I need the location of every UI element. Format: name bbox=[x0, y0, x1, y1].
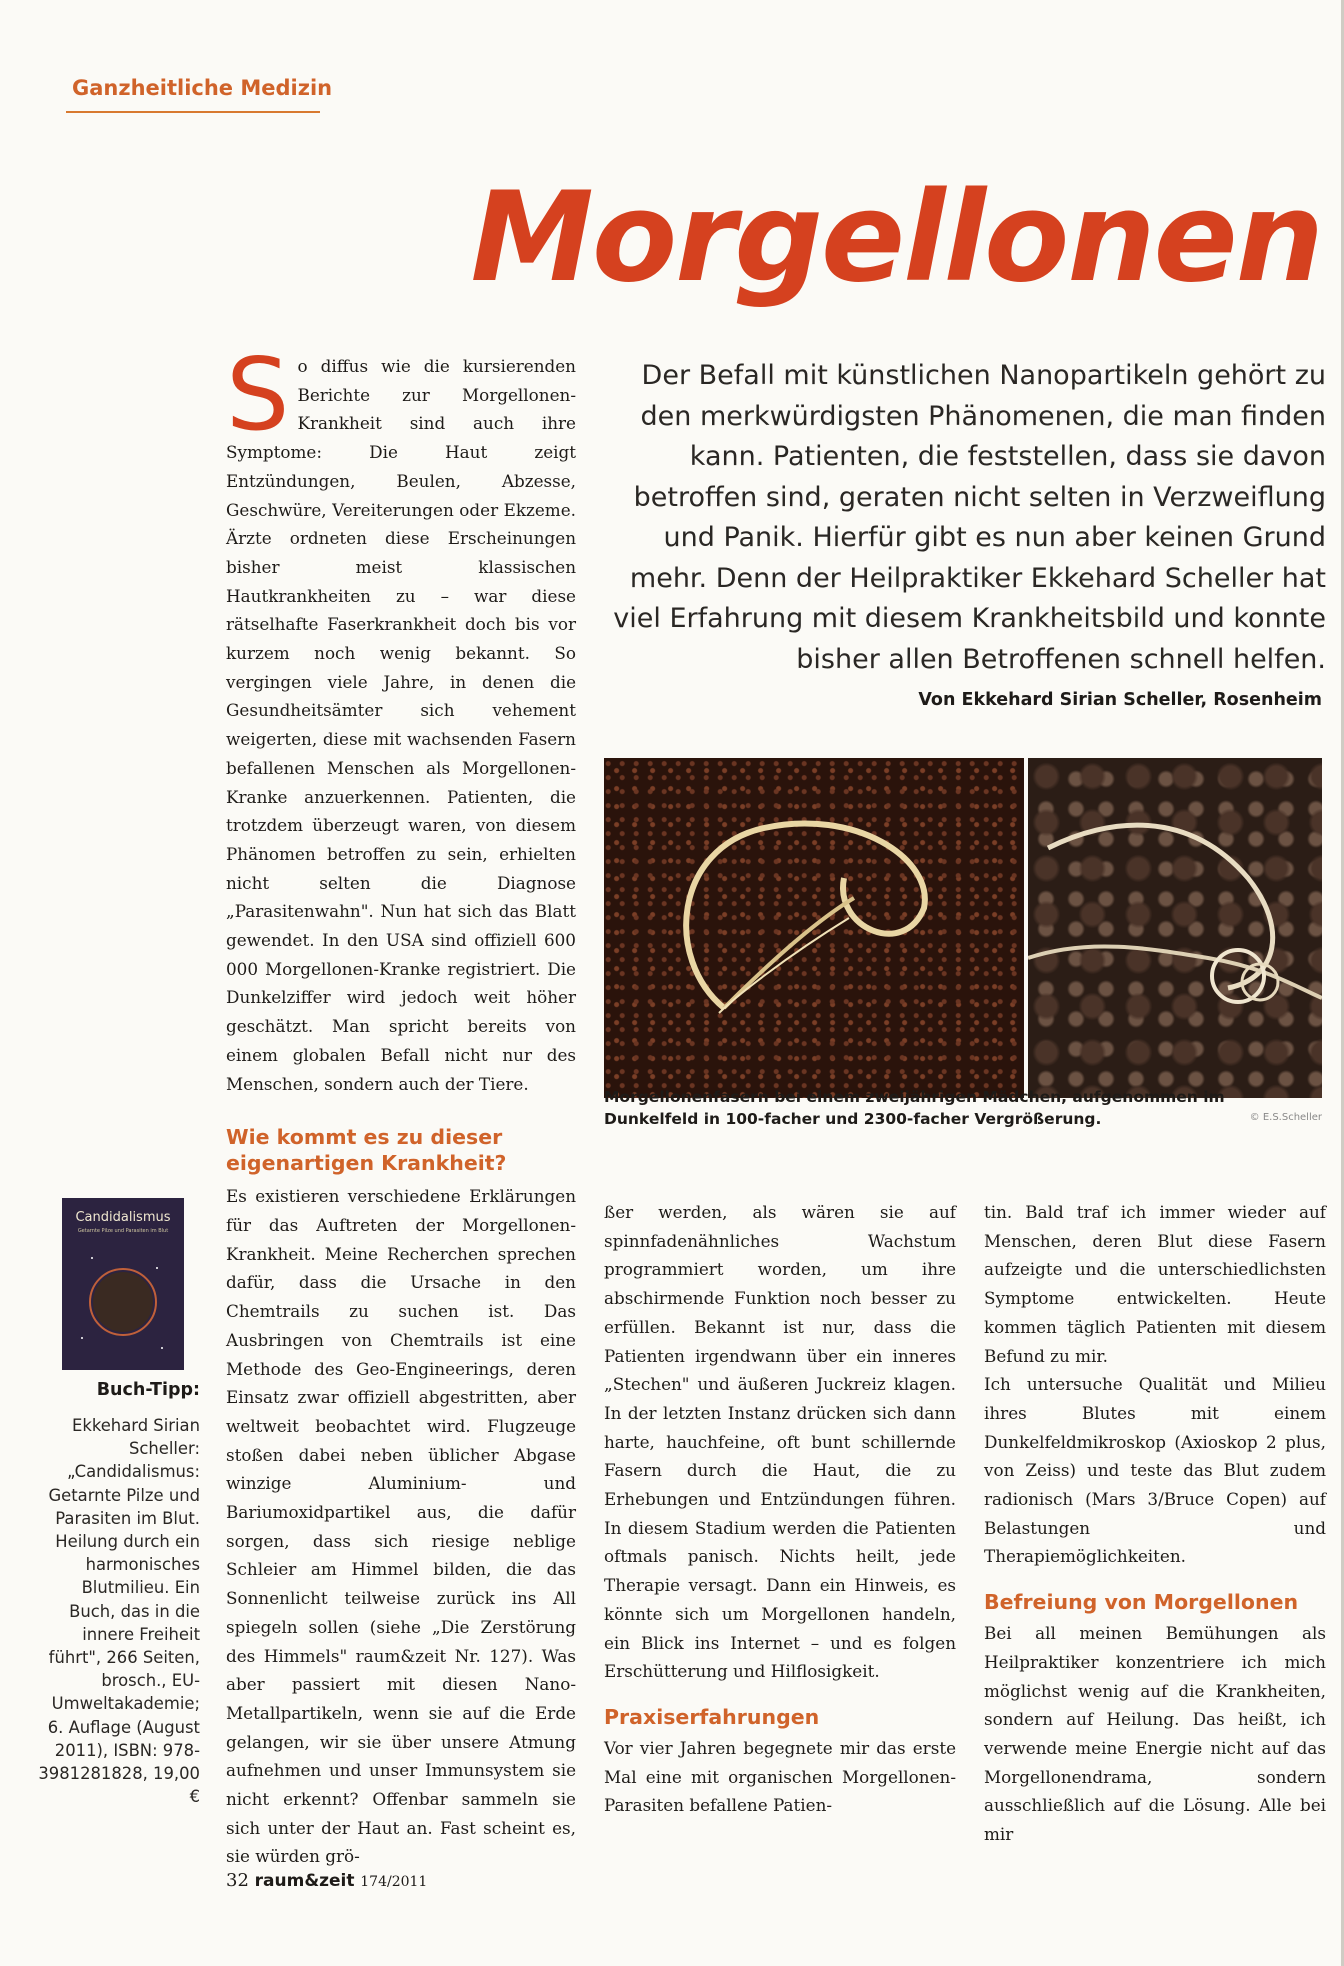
figure-caption bbox=[604, 1086, 1322, 1130]
byline: Von Ekkehard Sirian Scheller, Rosenheim bbox=[918, 690, 1322, 710]
column-1 bbox=[226, 336, 576, 1871]
magazine-brand: raum&zeit bbox=[254, 1871, 355, 1891]
subhead-liberation: Befreiung von Morgellonen bbox=[984, 1590, 1299, 1615]
caption-text: Morgellonenfasern bei einem zweijährigen Mädchen, aufgenommen im Dunkelfeld in 100-facher und 2300-facher Vergrößerung. bbox=[604, 1088, 1225, 1128]
photo-credit: © E.S.Scheller bbox=[1249, 1112, 1322, 1123]
page-footer bbox=[226, 1870, 427, 1891]
fibers-paragraph: ßer werden, als wären sie auf spinnfadenähnliches Wachstum programmiert worden, um ihre abschirmende Funktion noch besser zu erfüllen. Bekannt ist nur, dass die Patienten irgendwann über ein inneres „Stechen" und äußeren Juckreiz klagen. In der letzten Instanz drücken sich dann harte, hauchfeine, oft bunt schillernde Fasern durch die Haut, die zu Erhebungen und Entzündungen führen. In diesem Stadium werden die Patienten oftmals panisch. Nichts heilt, jede Therapie versagt. Dann ein Hinweis, es könnte sich um Morgellonen handeln, ein Blick ins Internet – und es folgen Erschütterung und Hilflosigkeit. bbox=[604, 1202, 956, 1682]
subhead-cause: Wie kommt es zu dieser eigenartigen Krankheit? bbox=[226, 1125, 507, 1176]
subhead-practice: Praxiserfahrungen bbox=[604, 1704, 820, 1729]
book-cover-image bbox=[62, 1198, 184, 1370]
lead-paragraph: Der Befall mit künstlichen Nanopartikeln gehört zu den merkwürdigsten Phänomenen, die man finden kann. Patienten, die feststellen, dass sie davon betroffen sind, geraten nicht selten in Verzweiflung und Panik. Hierfür gibt es nun aber keinen Grund mehr. Denn der Heilpraktiker Ekkehard Scheller hat viel Erfahrung mit diesem Krankheitsbild und konnte bisher allen Betroffenen schnell helfen. bbox=[613, 360, 1326, 675]
microscope-figure bbox=[604, 758, 1322, 1098]
method-paragraph: Ich untersuche Qualität und Milieu ihres Blutes mit einem Dunkelfeldmikroskop (Axioskop 2 plus, von Zeiss) und teste das Blut zudem radionisch (Mars 3/Bruce Copen) auf Belastungen und Therapiemöglichkeiten. bbox=[984, 1374, 1326, 1567]
micrograph-100x bbox=[604, 758, 1024, 1098]
book-cover-subtitle: Getarnte Pilze und Parasiten im Blut bbox=[77, 1228, 169, 1234]
issue-number: 174/2011 bbox=[360, 1874, 428, 1890]
cause-paragraph: Es existieren verschiedene Erklärungen für das Auftreten der Morgellonen-Krankheit. Meine Recherchen sprechen dafür, dass die Ursache in den Chemtrails zu suchen ist. Das Ausbringen von Chemtrails ist eine Methode des Geo-Engineerings, deren Einsatz zwar offiziell abgestritten, aber weltweit beobachtet wird. Flugzeuge stoßen dabei neben üblicher Abgase winzige Aluminium- und Bariumoxidpartikel aus, die dafür sorgen, dass sich riesige neblige Schleier am Himmel bilden, die das Sonnenlicht teilweise zurück ins All spiegeln sollen (siehe „Die Zerstörung des Himmels" raum&zeit Nr. 127). Was aber passiert mit diesen Nano-Metallpartikeln, wenn sie auf die Erde gelangen, wir sie über unsere Atmung aufnehmen und unser Immunsystem sie nicht erkennt? Offenbar sammeln sie sich unter der Haut an. Fast scheint es, sie würden grö- bbox=[226, 1186, 576, 1867]
page-number: 32 bbox=[226, 1870, 249, 1891]
intro-text: o diffus wie die kursierenden Berichte zur Morgellonen-Krankheit sind auch ihre Symptome: Die Haut zeigt Entzündungen, Beulen, Abzesse, Geschwüre, Vereiterungen oder Ekzeme. Ärzte ordneten diese Erscheinungen bisher meist klassischen Hautkrankheiten zu – war diese rätselhafte Faserkrankheit doch bis vor kurzem noch wenig bekannt. So vergingen viele Jahre, in denen die Gesundheitsämter sich vehement weigerten, diese mit wachsenden Fasern befallenen Menschen als Morgellonen-Kranke anzuerkennen. Patienten, die trotzdem überzeugt waren, von diesem Phänomen betroffen zu sein, erhielten nicht selten die Diagnose „Parasitenwahn". Nun hat sich das Blatt gewendet. In den USA sind offiziell 600 000 Morgellonen-Kranke registriert. Die Dunkelziffer wird jedoch weit höher geschätzt. Man spricht bereits von einem globalen Befall nicht nur des Menschen, sondern auch der Tiere. bbox=[226, 356, 576, 1094]
book-cover-title: Candidalismus bbox=[75, 1210, 171, 1225]
drop-cap: S bbox=[226, 336, 290, 453]
book-tip-heading: Buch-Tipp: bbox=[96, 1380, 200, 1400]
book-tip-text: Ekkehard Sirian Scheller: „Candidalismus: Getarnte Pilze und Parasiten im Blut. Heilung durch ein harmonisches Blutmilieu. Ein Buch, das in die innere Freiheit führt", 266 Seiten, brosch., EU-Umweltakademie; 6. Auflage (August 2011), ISBN: 978-3981281828, 19,00 € bbox=[38, 1416, 200, 1807]
header-rule bbox=[66, 111, 320, 113]
article-title: Morgellonen bbox=[470, 166, 1322, 310]
intro-paragraph bbox=[226, 336, 576, 1098]
liberation-paragraph: Bei all meinen Bemühungen als Heilpraktiker konzentriere ich mich möglichst wenig auf die Krankheiten, sondern auf Heilung. Das heißt, ich verwende meine Energie nicht auf das Morgellonendrama, sondern ausschließlich auf die Lösung. Alle bei mir bbox=[984, 1623, 1326, 1845]
practice-paragraph: Vor vier Jahren begegnete mir das erste Mal eine mit organischen Morgellonen-Parasiten befallene Patien- bbox=[604, 1737, 956, 1816]
patients-paragraph: tin. Bald traf ich immer wieder auf Menschen, deren Blut diese Fasern aufzeigte und die unterschiedlichsten Symptome entwickelten. Heute kommen täglich Patienten mit diesem Befund zu mir. bbox=[984, 1202, 1326, 1366]
micrograph-2300x bbox=[1028, 758, 1322, 1098]
column-3 bbox=[984, 1198, 1326, 1849]
column-2 bbox=[604, 1198, 956, 1820]
section-label: Ganzheitliche Medizin bbox=[72, 76, 333, 100]
